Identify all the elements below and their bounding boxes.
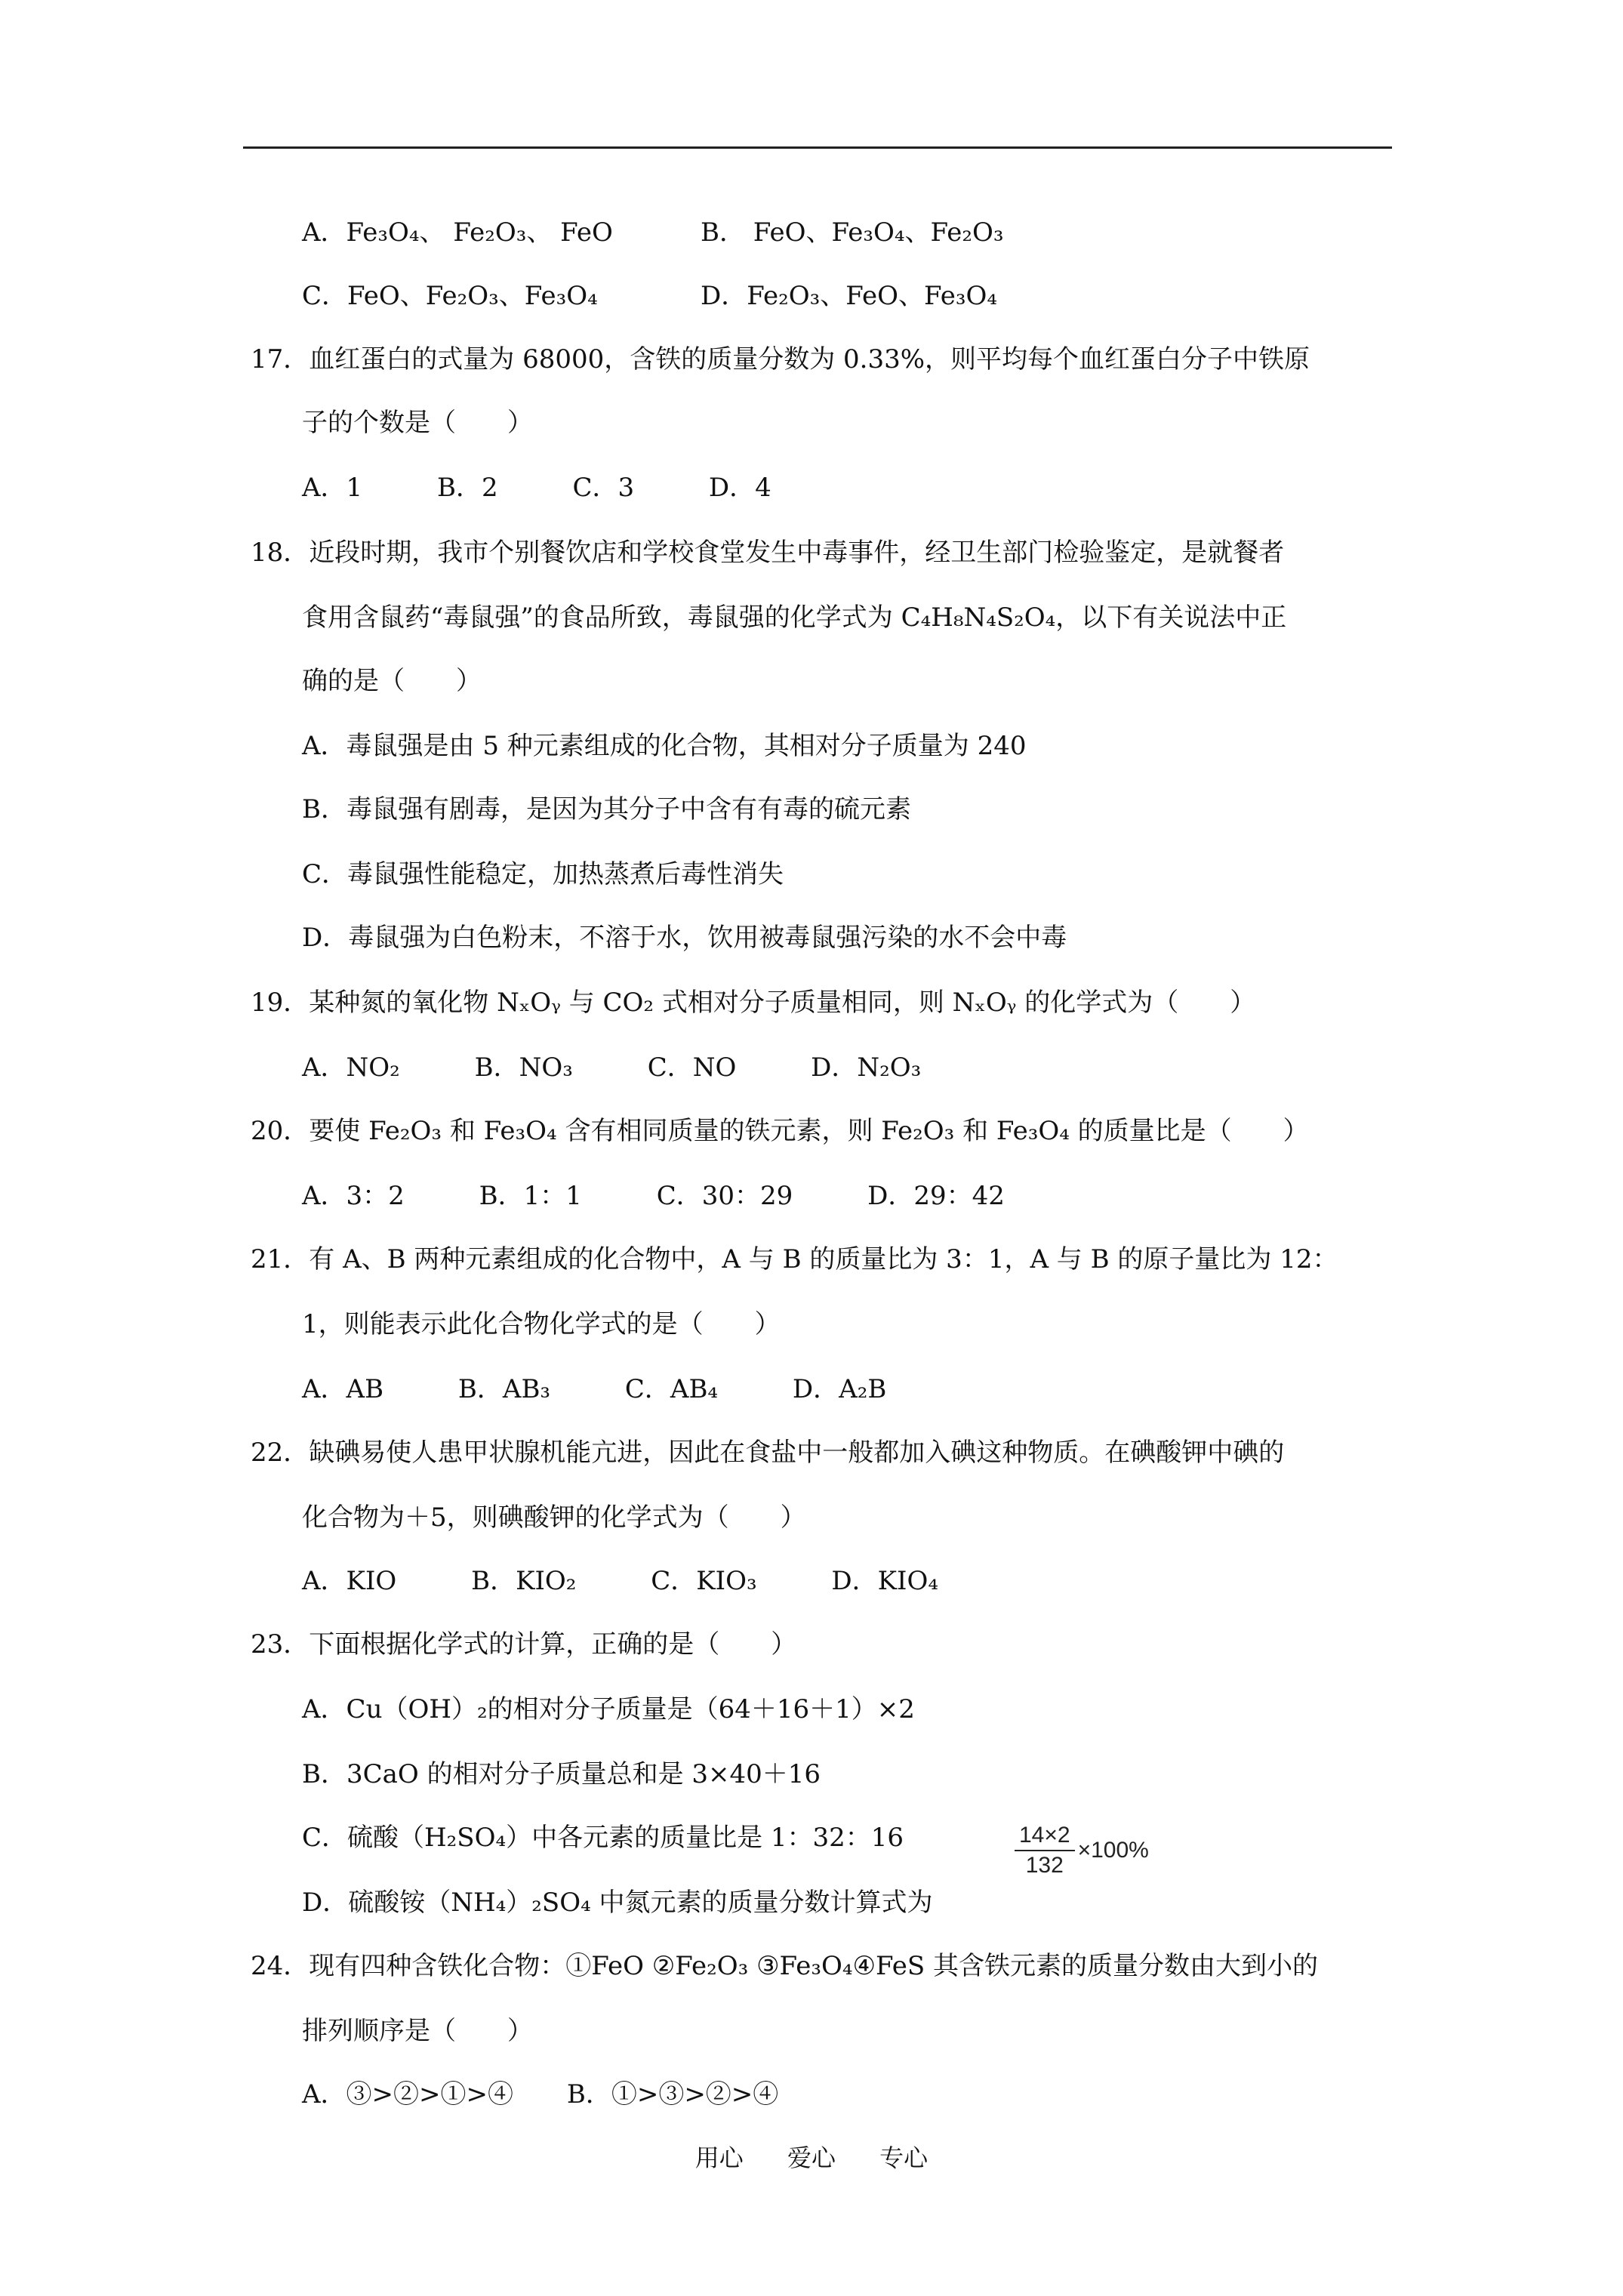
q18-stem-line2: 食用含鼠药“毒鼠强”的食品所致，毒鼠强的化学式为 C₄H₈N₄S₂O₄，以下有关说法中正	[302, 603, 1287, 633]
q22-option-c: C．KIO₃	[651, 1566, 757, 1596]
q20-options	[302, 1179, 1005, 1213]
q18-option-c: C．毒鼠强性能稳定，加热蒸煮后毒性消失	[302, 859, 784, 889]
q23-option-d: D．硫酸铵（NH₄）₂SO₄ 中氮元素的质量分数计算式为	[302, 1888, 933, 1918]
q19-options	[302, 1051, 921, 1084]
q21-option-c: C．AB₄	[624, 1374, 719, 1404]
q17-option-c: C．3	[572, 473, 635, 503]
q22-stem-line2: 化合物为＋5，则碘酸钾的化学式为（ ）	[302, 1502, 806, 1533]
q19-option-d: D．N₂O₃	[811, 1052, 922, 1083]
q22-option-b: B．KIO₂	[471, 1566, 577, 1596]
q22-options	[302, 1564, 938, 1598]
q17-stem-line1: 17．血红蛋白的式量为 68000，含铁的质量分数为 0.33%，则平均每个血红蛋白分子中铁原	[251, 344, 1310, 374]
q18-option-a: A．毒鼠强是由 5 种元素组成的化合物，其相对分子质量为 240	[302, 731, 1027, 761]
q22-stem-line1: 22．缺碘易使人患甲状腺机能亢进，因此在食盐中一般都加入碘这种物质。在碘酸钾中碘的	[251, 1438, 1285, 1468]
q19-stem: 19．某种氮的氧化物 NₓOᵧ 与 CO₂ 式相对分子质量相同，则 NₓOᵧ 的化学式为（ ）	[251, 988, 1256, 1018]
q21-option-d: D．A₂B	[792, 1374, 887, 1404]
q16-option-d: D．Fe₂O₃、FeO、Fe₃O₄	[701, 281, 997, 311]
footer-word-3: 专心	[879, 2143, 929, 2172]
page-footer	[0, 2143, 1623, 2173]
fraction-numerator: 14×2	[1015, 1821, 1075, 1851]
q24-stem-line1: 24．现有四种含铁化合物：①FeO ②Fe₂O₃ ③Fe₃O₄④FeS 其含铁元素的质量分数由大到小的	[251, 1951, 1318, 1981]
q21-stem-line1: 21．有 A、B 两种元素组成的化合物中，A 与 B 的质量比为 3：1，A 与 B 的原子量比为 12：	[251, 1244, 1338, 1274]
q16-option-a: A．Fe₃O₄、 Fe₂O₃、 FeO	[302, 217, 613, 248]
q19-option-c: C．NO	[647, 1052, 737, 1083]
q17-option-a: A．1	[302, 473, 363, 503]
q20-option-a: A．3：2	[302, 1181, 405, 1211]
q23-option-a: A．Cu（OH）₂的相对分子质量是（64＋16＋1）×2	[302, 1694, 915, 1724]
q19-option-b: B．NO₃	[474, 1052, 573, 1083]
q18-option-b: B．毒鼠强有剧毒，是因为其分子中含有有毒的硫元素	[302, 794, 911, 824]
q24-option-a: A．③>②>①>④	[302, 2079, 514, 2110]
footer-word-2: 爱心	[787, 2143, 836, 2172]
q18-stem-line3: 确的是（ ）	[302, 666, 482, 696]
q17-option-b: B．2	[437, 473, 498, 503]
q19-option-a: A．NO₂	[302, 1052, 400, 1083]
q20-option-c: C．30：29	[656, 1181, 793, 1211]
q20-option-b: B．1：1	[479, 1181, 582, 1211]
q24-option-b: B．①>③>②>④	[566, 2079, 779, 2110]
fraction-tail: ×100%	[1077, 1838, 1149, 1863]
q21-stem-line2: 1，则能表示此化合物化学式的是（ ）	[302, 1309, 781, 1339]
q18-stem-line1: 18．近段时期，我市个别餐饮店和学校食堂发生中毒事件，经卫生部门检验鉴定，是就餐者	[251, 538, 1285, 568]
q23-option-c: C．硫酸（H₂SO₄）中各元素的质量比是 1：32：16	[302, 1823, 904, 1853]
q24-stem-line2: 排列顺序是（ ）	[302, 2016, 533, 2046]
fraction	[1015, 1821, 1075, 1880]
q21-option-b: B．AB₃	[457, 1374, 551, 1404]
q17-stem-line2: 子的个数是（ ）	[302, 408, 533, 438]
q18-option-d: D．毒鼠强为白色粉末，不溶于水，饮用被毒鼠强污染的水不会中毒	[302, 923, 1067, 953]
footer-word-1: 用心	[694, 2143, 744, 2172]
q20-option-d: D．29：42	[867, 1181, 1005, 1211]
q22-option-d: D．KIO₄	[831, 1566, 938, 1596]
q17-options	[302, 471, 771, 504]
q23-stem: 23．下面根据化学式的计算，正确的是（ ）	[251, 1629, 797, 1660]
q24-options	[302, 2078, 778, 2111]
nitrogen-fraction-formula	[1015, 1821, 1149, 1880]
q23-option-b: B．3CaO 的相对分子质量总和是 3×40＋16	[302, 1759, 821, 1789]
q16-option-c: C．FeO、Fe₂O₃、Fe₃O₄	[302, 281, 598, 311]
header-rule	[243, 146, 1392, 149]
fraction-denominator: 132	[1025, 1853, 1064, 1878]
q17-option-d: D．4	[708, 473, 771, 503]
q20-stem: 20．要使 Fe₂O₃ 和 Fe₃O₄ 含有相同质量的铁元素，则 Fe₂O₃ 和 Fe₃O₄ 的质量比是（ ）	[251, 1116, 1309, 1146]
q21-option-a: A．AB	[302, 1374, 384, 1404]
q21-options	[302, 1373, 886, 1406]
q16-option-b: B． FeO、Fe₃O₄、Fe₂O₃	[701, 217, 1004, 248]
q22-option-a: A．KIO	[302, 1566, 397, 1596]
